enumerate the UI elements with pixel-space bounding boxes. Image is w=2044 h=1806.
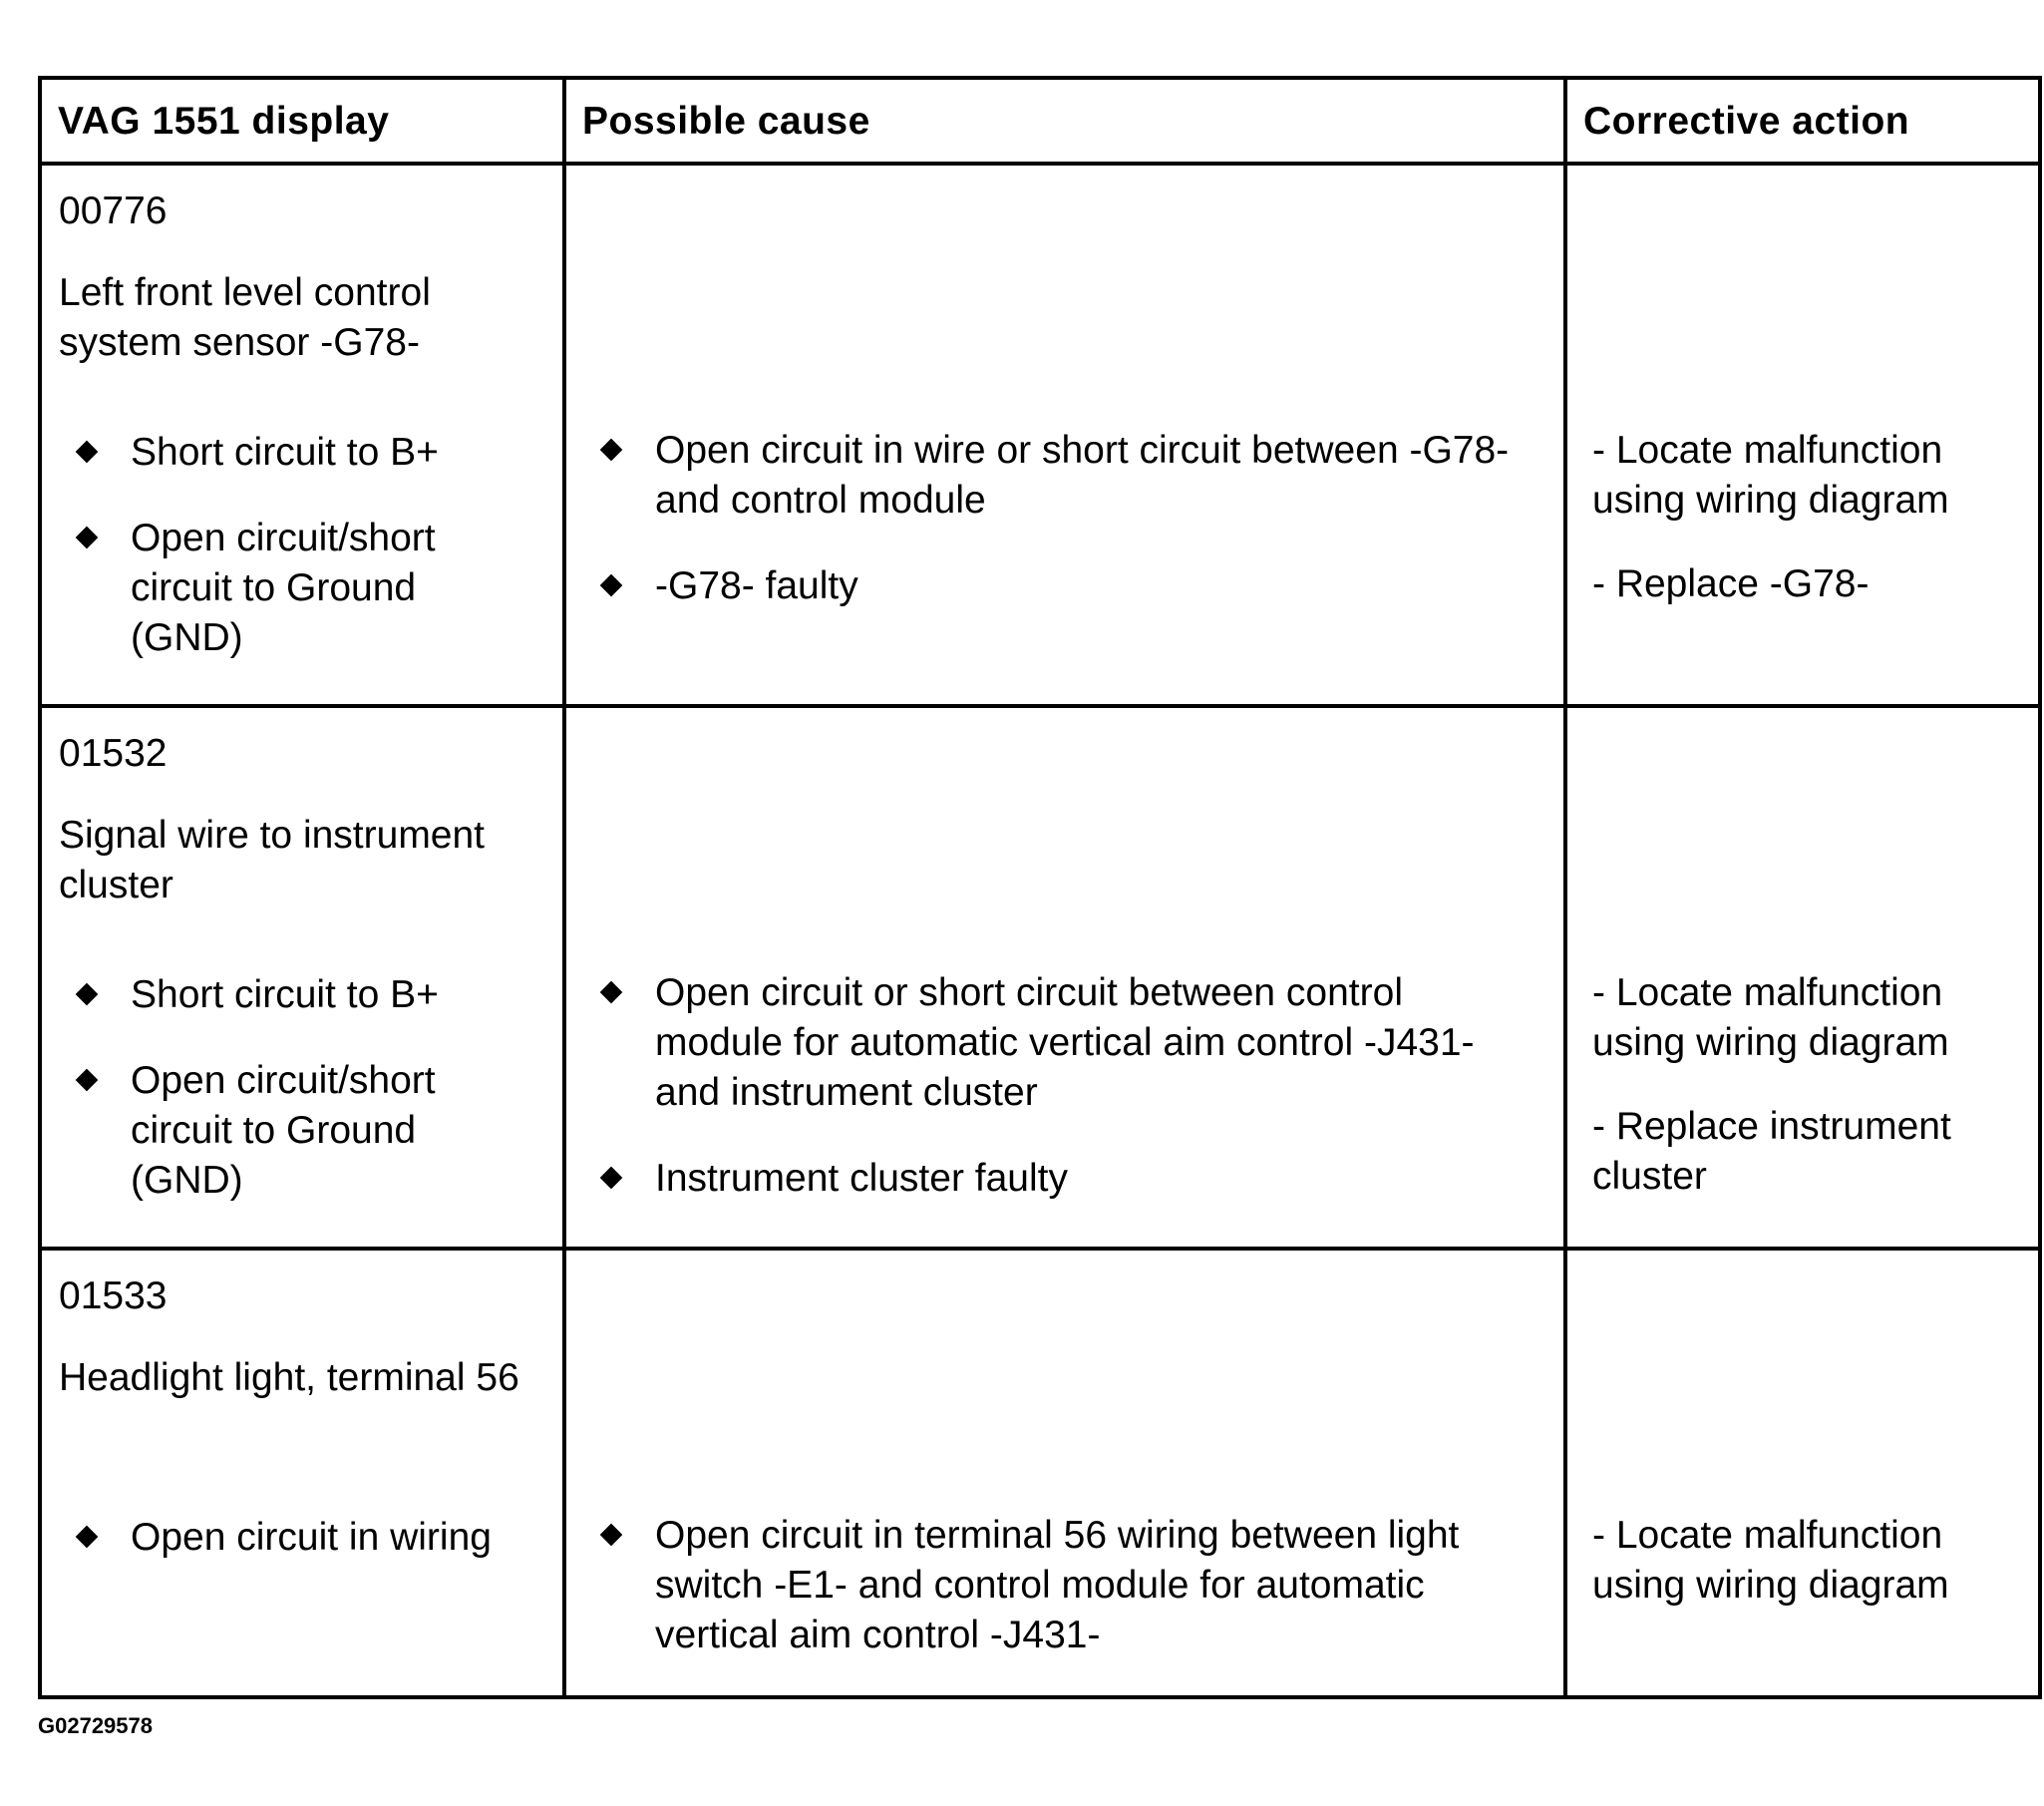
list-item — [583, 968, 1513, 1118]
action-text: - Locate malfunction using wiring diagram — [1592, 971, 1949, 1064]
display-cell — [40, 164, 564, 706]
cause-list — [583, 1511, 1513, 1696]
action-text: - Replace -G78- — [1592, 562, 1870, 605]
figure-id: G02729578 — [38, 1713, 153, 1738]
cause-text: -G78- faulty — [655, 564, 858, 607]
header-corrective-action: Corrective action — [1565, 78, 2040, 164]
symptom-list — [59, 1513, 510, 1599]
diamond-bullet-icon — [76, 1526, 99, 1549]
list-item — [59, 1513, 510, 1563]
fault-code: 01532 — [59, 732, 168, 775]
symptom-text: Open circuit in wiring — [131, 1516, 492, 1559]
action-list — [1592, 968, 2011, 1236]
cause-text: Open circuit or short circuit between control module for automatic vertical aim control -J431- and instrument cluster — [655, 971, 1475, 1114]
cause-cell — [564, 164, 1565, 706]
symptom-text: Short circuit to B+ — [131, 431, 439, 474]
action-text: - Locate malfunction using wiring diagram — [1592, 429, 1949, 522]
diamond-bullet-icon — [76, 1069, 99, 1092]
fault-code: 01533 — [59, 1274, 168, 1317]
action-cell — [1565, 164, 2040, 706]
display-cell — [40, 706, 564, 1249]
display-cell — [40, 1249, 564, 1697]
table-row — [40, 1249, 2040, 1697]
list-item — [583, 1154, 1513, 1204]
diamond-bullet-icon — [600, 439, 623, 462]
header-vag-display: VAG 1551 display — [40, 78, 564, 164]
cause-text: Open circuit in terminal 56 wiring between light switch -E1- and control module for automatic vertical aim control -J431- — [655, 1514, 1460, 1656]
diamond-bullet-icon — [600, 1167, 623, 1190]
cause-list — [583, 968, 1513, 1240]
action-cell — [1565, 1249, 2040, 1697]
action-list — [1592, 1511, 2011, 1644]
diamond-bullet-icon — [76, 441, 99, 464]
dtc-table-container — [38, 76, 2020, 1699]
symptom-text: Short circuit to B+ — [131, 973, 439, 1016]
table-header-row — [40, 78, 2040, 164]
diamond-bullet-icon — [76, 983, 99, 1006]
fault-description: Headlight light, terminal 56 — [59, 1356, 519, 1399]
fault-code: 00776 — [59, 189, 168, 232]
cause-list — [583, 426, 1513, 647]
symptom-text: Open circuit/short circuit to Ground (GND) — [131, 1059, 436, 1202]
diamond-bullet-icon — [600, 981, 623, 1004]
table-row — [40, 706, 2040, 1249]
action-text: - Replace instrument cluster — [1592, 1105, 1951, 1198]
cause-text: Instrument cluster faulty — [655, 1157, 1068, 1200]
diamond-bullet-icon — [600, 574, 623, 597]
list-item — [583, 561, 1513, 611]
symptom-text: Open circuit/short circuit to Ground (GND) — [131, 517, 436, 659]
symptom-list — [59, 428, 510, 699]
symptom-list — [59, 970, 510, 1242]
cause-text: Open circuit in wire or short circuit between -G78- and control module — [655, 429, 1510, 522]
cause-cell — [564, 1249, 1565, 1697]
list-item — [583, 426, 1513, 526]
list-item — [59, 514, 510, 663]
action-text: - Locate malfunction using wiring diagram — [1592, 1514, 1949, 1607]
fault-description: Left front level control system sensor -G78- — [59, 271, 431, 364]
diamond-bullet-icon — [600, 1524, 623, 1547]
action-cell — [1565, 706, 2040, 1249]
dtc-table — [38, 76, 2042, 1699]
fault-description: Signal wire to instrument cluster — [59, 814, 486, 906]
list-item — [583, 1511, 1513, 1660]
action-list — [1592, 426, 2011, 643]
list-item — [59, 1056, 510, 1206]
list-item — [59, 428, 510, 478]
table-row — [40, 164, 2040, 706]
diamond-bullet-icon — [76, 527, 99, 549]
header-possible-cause: Possible cause — [564, 78, 1565, 164]
cause-cell — [564, 706, 1565, 1249]
list-item — [59, 970, 510, 1020]
